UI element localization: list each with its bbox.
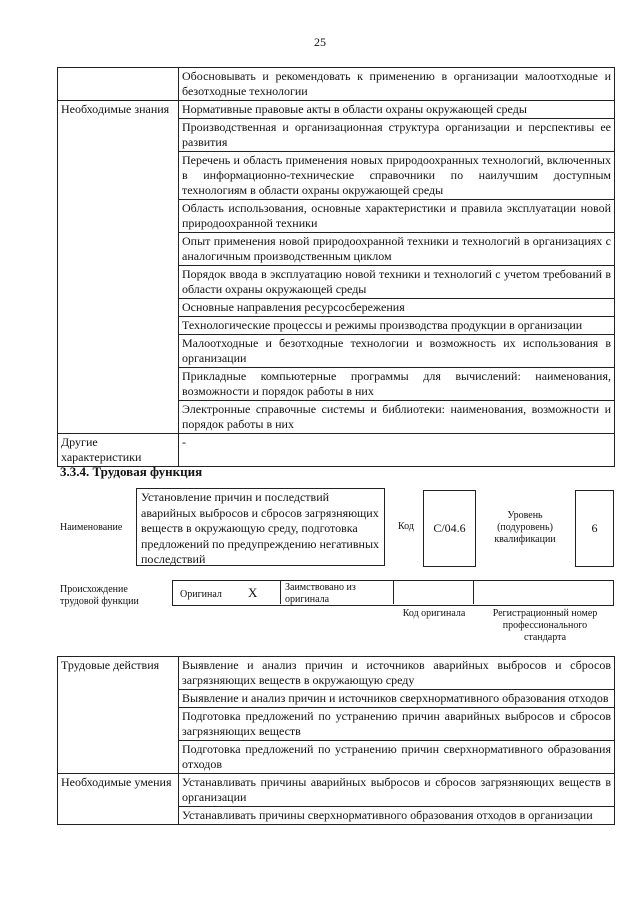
code-value: C/04.6 (433, 521, 466, 535)
actions-table (57, 656, 615, 825)
table-cell: - (179, 434, 615, 467)
table-cell: Опыт применения новой природоохранной техники и технологий в организациях с аналогичным производственным циклом (179, 233, 615, 266)
code-box (423, 490, 476, 567)
row-label-actions: Трудовые действия (58, 657, 179, 774)
table-cell: Подготовка предложений по устранению причин аварийных выбросов и сбросов загрязняющих веществ (179, 708, 615, 741)
level-label: Уровень (подуровень) квалификации (494, 510, 556, 545)
table-cell: Технологические процессы и режимы производства продукции в организации (179, 317, 615, 335)
row-label (58, 68, 179, 101)
code-caption: Код оригинала (402, 608, 466, 619)
level-box (575, 490, 614, 567)
divider (393, 580, 394, 604)
table-cell: Устанавливать причины сверхнормативного образования отходов в организации (179, 807, 615, 825)
table-cell: Перечень и область применения новых природоохранных технологий, включенных в информационно-технические справочники по наилучшим доступным технологиям в области охраны окружающей среды (179, 152, 615, 200)
table-cell: Основные направления ресурсосбережения (179, 299, 615, 317)
borrowed-label: Заимствовано из оригинала (285, 582, 356, 605)
table-cell: Малоотходные и безотходные технологии и возможность их использования в организации (179, 335, 615, 368)
table-cell: Обосновывать и рекомендовать к применению в организации малоотходные и безотходные технологии (179, 68, 615, 101)
table-cell: Выявление и анализ причин и источников сверхнормативного образования отходов (179, 690, 615, 708)
section-title: 3.3.4. Трудовая функция (60, 464, 203, 479)
row-label-skills: Необходимые умения (58, 774, 179, 825)
divider (280, 580, 281, 604)
original-mark: X (248, 585, 258, 600)
function-name: Установление причин и последствий аварийных выбросов и сбросов загрязняющих веществ в окружающую среду, подготовка предложений по предупреждению негативных последствий (141, 490, 380, 566)
row-label-knowledge: Необходимые знания (58, 101, 179, 434)
level-value: 6 (591, 521, 598, 535)
original-label: Оригинал (180, 589, 222, 600)
table-cell: Выявление и анализ причин и источников аварийных выбросов и сбросов загрязняющих веществ в окружающую среду (179, 657, 615, 690)
page-number: 25 (314, 35, 326, 49)
table-cell: Нормативные правовые акты в области охраны окружающей среды (179, 101, 615, 119)
name-label: Наименование (60, 522, 123, 533)
table-cell: Устанавливать причины аварийных выбросов и сбросов загрязняющих веществ в организации (179, 774, 615, 807)
divider (473, 580, 474, 604)
table-cell: Область использования, основные характеристики и правила эксплуатации новой природоохранной техники (179, 200, 615, 233)
table-cell: Прикладные компьютерные программы для вычислений: наименования, возможности и порядок работы в них (179, 368, 615, 401)
origin-label: Происхождение трудовой функции (60, 584, 139, 607)
table-cell: Электронные справочные системы и библиотеки: наименования, возможности и порядок работы в них (179, 401, 615, 434)
code-label: Код (398, 521, 414, 532)
row-label-other: Другие характеристики (58, 434, 179, 467)
table-cell: Производственная и организационная структура организации и перспективы ее развития (179, 119, 615, 152)
reg-caption: Регистрационный номер профессионального стандарта (492, 608, 598, 643)
table-cell: Подготовка предложений по устранению причин сверхнормативного образования отходов (179, 741, 615, 774)
table-cell: Порядок ввода в эксплуатацию новой техники и технологий с учетом требований в области охраны окружающей среды (179, 266, 615, 299)
function-name-box (136, 488, 385, 566)
knowledge-table (57, 67, 615, 467)
